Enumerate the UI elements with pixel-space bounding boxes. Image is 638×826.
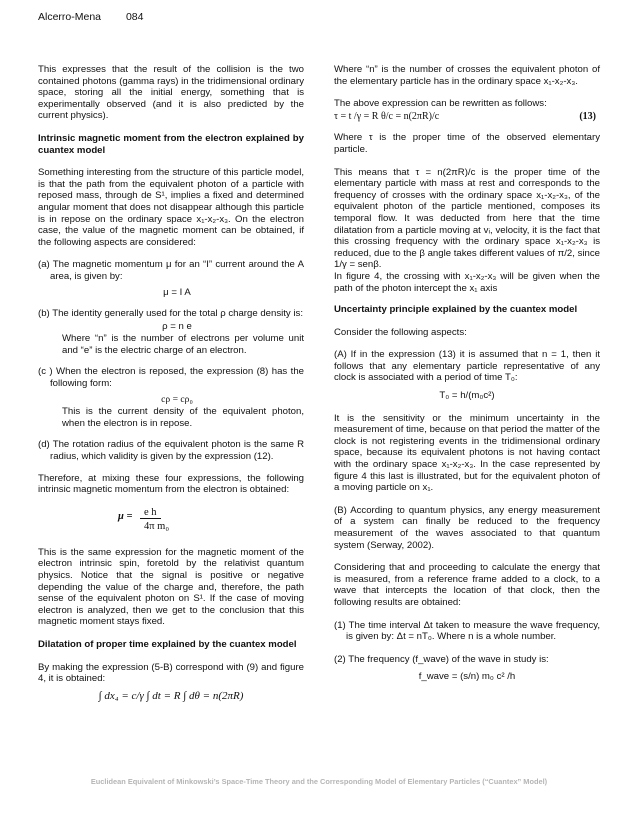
paragraph: The above expression can be rewritten as follows: [334, 98, 547, 110]
right-column [334, 64, 600, 691]
integral-equation: ∫ dx₄ = c/γ ∫ dt = R ∫ dθ = n(2πR) [98, 689, 244, 702]
equation-13 [334, 111, 600, 123]
mu-symbol: μ = [118, 510, 133, 522]
list-item-text: (c ) When the electron is reposed, the expression (8) has the following form: [38, 366, 304, 390]
section-heading: Dilatation of proper time explained by the cuantex model [38, 638, 297, 650]
list-item-c [38, 366, 304, 429]
equation: ρ = n e [162, 320, 192, 332]
note: Where “n” is the number of electrons per volume unit and “e” is the electric charge of an electron. [62, 333, 304, 356]
equation: μ = I A [163, 286, 191, 298]
paragraph: Something interesting from the structure of this particle model, is that the path from the equivalent photon of a particle with reposed mass, through de S¹, implies a fixed and determined angular moment that does not disappear although this particle is in repose on the ordinary space x₁-x₂-x₃. On the electron case, the value of the magnetic moment can be obtained, if the following aspects are considered: [38, 167, 304, 248]
paragraph: Therefore, at mixing these four expressions, the following intrinsic magnetic momentum from the electron is obtained: [38, 472, 304, 496]
paragraph-text: This means that τ = n(2πR)/c is the proper time of the elementary particle with mass at rest and corresponds to the frequency of crosses with the ordinary space x₁-x₂-x₃, of the equivalent photon of the particle mentioned, composes its temporal flow. It was deducted from here that the time dilatation from a particle moving at vᵢ, velocity, it is the fact that this crossing frequency with the ordinary space x₁-x₂-x₃ is reduced, due to the β angle takes different values of π/2, since 1/γ = senβ. [334, 166, 600, 271]
equation: cρ = cρ₀ [161, 393, 193, 405]
numerator: e h [140, 507, 161, 520]
paragraph: Consider the following aspects: [334, 326, 467, 338]
paragraph: This expresses that the result of the collision is the two contained photons (gamma rays) in the tridimensional ordinary space, storing all the initial energy, something that is experimentally observed (and it is also predicted by the current physics). [38, 64, 304, 122]
note: This is the current density of the equivalent photon, when the electron is in repose. [62, 406, 304, 429]
paragraph: Where “n” is the number of crosses the equivalent photon of the elementary particle has in the ordinary space x₁-x₂-x₃. [334, 64, 600, 87]
list-item-a [38, 259, 304, 298]
paragraph-text: In figure 4, the crossing with x₁-x₂-x₃ will be given when the path of the photon intercept the x₁ axis [334, 270, 600, 294]
page-number: 084 [125, 11, 144, 23]
paragraph [334, 167, 600, 295]
paragraph: (A) If in the expression (13) it is assumed that n = 1, then it follows that any elementary particle representative of any clock is associated with a period of time T₀: [334, 349, 600, 384]
equation-number: (13) [579, 110, 596, 122]
list-item-text: (a) The magnetic momentum μ for an “I” current around the A area, is given by: [38, 259, 304, 282]
paragraph: Where τ is the proper time of the observed elementary particle. [334, 132, 600, 155]
list-item-d: (d) The rotation radius of the equivalent photon is the same R radius, which validity is given by the expression (12). [38, 439, 304, 463]
list-item-text: (b) The identity generally used for the total ρ charge density is: [38, 308, 303, 320]
section-heading: Intrinsic magnetic moment from the electron explained by cuantex model [38, 132, 304, 156]
page-header [38, 12, 165, 24]
list-item-2: (2) The frequency (f_wave) of the wave in study is: [334, 653, 549, 665]
equation: τ = t /γ = R θ/c = n(2πR)/c [334, 110, 440, 122]
equation: f_wave = (s/n) m₀ c² /h [418, 671, 516, 683]
list-item-b [38, 308, 304, 356]
paragraph: This is the same expression for the magnetic moment of the electron intrinsic spin, foretold by the relativist quantum physics. Notice that the signal is positive or negative depending the value of the charge and, therefore, the path sense of the equivalent photon on S¹. If the case of moving electron is analyzed, then we get to the conclusion that this magnetic moment stays fixed. [38, 546, 304, 628]
page-footer: Euclidean Equivalent of Minkowski’s Space-Time Theory and the Corresponding Model of Elementary Particles (“Cuantex” Model) [90, 777, 548, 786]
paragraph: It is the sensitivity or the minimum uncertainty in the measurement of time, because on that period the matter of the clock is not registering events in the tridimensional ordinary space, because its equivalent photons is not having contact with the ordinary space x₁-x₂-x₃. In the case represented by figure 4 this last is illustrated, but for the equivalent photon of a moving particle on x₁. [334, 412, 600, 494]
paragraph: Considering that and proceeding to calculate the energy that is measured, from a reference frame added to a clock, to a wave that intercepts the location of that clock, then the following results are obtained: [334, 562, 600, 608]
paragraph: (B) According to quantum physics, any energy measurement of a system can finally be reduced to the frequency measurement of the waves associated to that quantum system (Serway, 2002). [334, 504, 600, 551]
paragraph: By making the expression (5-B) correspond with (9) and figure 4, it is obtained: [38, 661, 304, 685]
equation: T₀ = h/(m₀c²) [439, 390, 495, 402]
section-heading: Uncertainty principle explained by the cuantex model [334, 304, 578, 316]
author-name: Alcerro-Mena [38, 11, 102, 23]
magnetic-moment-equation [118, 507, 304, 535]
left-column [38, 64, 304, 702]
list-item-1: (1) The time interval Δt taken to measure the wave frequency, is given by: Δt = nT₀. Where n is a whole number. [334, 619, 600, 643]
denominator: 4π m₀ [144, 520, 170, 532]
